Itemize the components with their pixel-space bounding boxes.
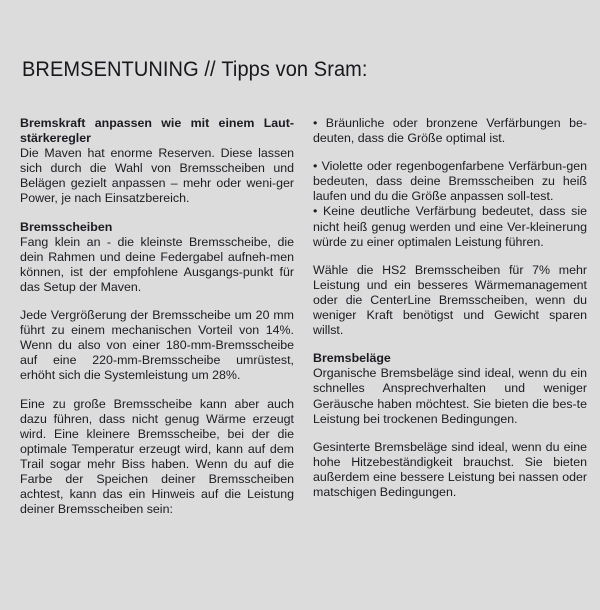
page-title-sub: Tipps von Sram: bbox=[221, 57, 368, 81]
section-body: Fang klein an - die kleinste Bremsscheibe, die dein Rahmen und deine Federgabel aufneh-men können, ist der empfohlene Ausgangs-punkt für das Setup der Maven. bbox=[20, 234, 294, 294]
section-block bbox=[313, 440, 587, 500]
section-body: Gesinterte Bremsbeläge sind ideal, wenn du eine hohe Hitzebeständigkeit brauchst. Sie bieten außerdem eine bessere Leistung bei nassen oder matschigen Bedingungen. bbox=[313, 439, 587, 499]
section-heading: Bremskraft anpassen wie mit einem Laut-stärkeregler bbox=[20, 116, 294, 146]
section-body: Organische Bremsbeläge sind ideal, wenn du ein schnelles Ansprechverhalten und weniger Geräusche haben möchtest. Sie bieten die bes-te Leistung bei trockenen Bedingungen. bbox=[313, 366, 587, 426]
section-heading: Bremsbeläge bbox=[313, 351, 391, 366]
section-block bbox=[20, 397, 294, 518]
section-body: Jede Vergrößerung der Bremsscheibe um 20 mm führt zu einem mechanischen Vorteil von 14%. Wenn du also von einer 180-mm-Bremsscheibe auf eine 220-mm-Bremsscheibe umrüstest, erhöht sich die Systemleistung um 28%. bbox=[20, 308, 294, 383]
list-item: • Bräunliche oder bronzene Verfärbungen be-deuten, dass die Größe optimal ist. bbox=[313, 116, 587, 146]
section-body: Eine zu große Bremsscheibe kann aber auch dazu führen, dass nicht genug Wärme erzeugt wird. Eine kleinere Bremsscheibe, bei der die optimale Temperatur erzeugt wird, kann auf dem Trail sogar mehr Biss haben. Wenn du auf die Farbe der Speichen deiner Bremsscheiben achtest, kann das ein Hinweis auf die Leistung deiner Bremsscheiben sein: bbox=[20, 396, 294, 517]
page-title-slashes: // bbox=[204, 57, 216, 81]
section-block bbox=[313, 263, 587, 338]
section-body: Wähle die HS2 Bremsscheiben für 7% mehr Leistung und ein besseres Wärmemanagement oder die CenterLine Bremsscheiben, wenn du weniger Kraft benötigst und Gewicht sparen willst. bbox=[313, 262, 587, 338]
page-title bbox=[22, 58, 368, 82]
list-item: • Violette oder regenbogenfarbene Verfärbun-gen bedeuten, dass deine Bremsscheiben zu heiß laufen und du die Größe anpassen soll-test. bbox=[313, 159, 587, 204]
right-column bbox=[313, 116, 587, 530]
section-block bbox=[20, 116, 294, 207]
section-block bbox=[313, 351, 587, 426]
section-body: Die Maven hat enorme Reserven. Diese lassen sich durch die Wahl von Bremsscheiben und Belägen gezielt anpassen – mehr oder weni-ger Power, je nach Einsatzbereich. bbox=[20, 146, 294, 206]
section-block bbox=[20, 220, 294, 295]
left-column bbox=[20, 116, 294, 530]
page-title-main: BREMSENTUNING bbox=[22, 57, 199, 81]
section-block bbox=[20, 308, 294, 383]
two-column-body bbox=[0, 116, 600, 530]
section-heading: Bremsscheiben bbox=[20, 219, 113, 234]
list-item: • Keine deutliche Verfärbung bedeutet, dass sie nicht heiß genug werden und eine Ver-kleinerung würde zu einer optimalen Leistung führen. bbox=[313, 204, 587, 249]
